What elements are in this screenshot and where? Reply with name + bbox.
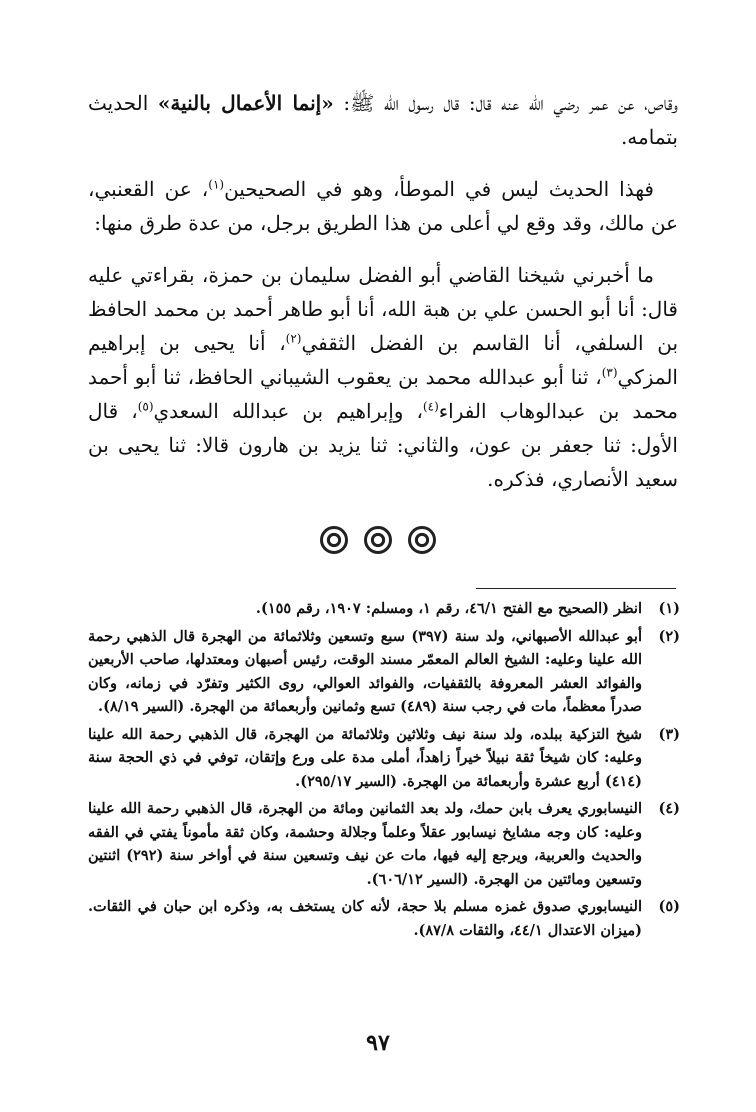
- ornament-icon: [408, 526, 436, 554]
- footnote-text: أبو عبدالله الأصبهاني، ولد سنة (٣٩٧) سبع وتسعين وثلاثمائة من الهجرة قال الذهبي رحمة الله علينا وعليه: الشيخ العالم المعمّر مسند الوقت، رئيس أصبهان ومعتدلها، صاحب الأربعين والفوائد العشر المعروفة بالثقفيات، والفوائد العوالي، روى الكثير وتفرّد في زمانه، وكان صدراً معظماً، مات في رجب سنة (٤٨٩) تسع وثمانين وأربعمائة من الهجرة. (السير ٨/١٩).: [88, 627, 642, 715]
- text-span: الحديث بتمامه.: [88, 91, 678, 149]
- footnote-text: النيسابوري صدوق غمزه مسلم بلا حجة، لأنه كان يستخف به، وذكره ابن حبان في الثقات. (ميزان الاعتدال ٤٤/١، والثقات ٨٧/٨).: [88, 898, 642, 939]
- page-number: ٩٧: [366, 1030, 390, 1056]
- paragraph-3: [88, 258, 678, 496]
- footnote-ref-3[interactable]: (٣): [601, 365, 618, 380]
- text-span: ، أنا يحيى بن إبراهيم المزكي: [88, 331, 678, 389]
- footnote-ref-4[interactable]: (٤): [422, 399, 439, 414]
- text-span: ، قال الأول: ثنا جعفر بن عون، والثاني: ثنا يزيد بن هارون قالا: ثنا يحيى بن سعيد الأنصاري، فذكره.: [88, 399, 678, 491]
- footnote-divider: [476, 588, 676, 589]
- footnotes: [88, 597, 680, 946]
- footnote-number: (٢): [658, 627, 680, 645]
- text-span: وقاص، عن عمر رضي الله عنه قال: قال رسول الله ﷺ:: [333, 91, 678, 115]
- footnote-text: شيخ التزكية ببلده، ولد سنة نيف وثلاثين وثلاثمائة من الهجرة، قال الذهبي رحمة الله علينا وعليه: كان شيخاً ثقة نبيلاً خيراً زاهداً، أملى مدة على ورع وإتقان، توفي في ذي الحجة سنة (٤١٤) أربع عشرة وأربعمائة من الهجرة. (السير ٢٩٥/١٧).: [88, 725, 642, 790]
- section-ornament: [0, 526, 756, 554]
- ornament-icon: [364, 526, 392, 554]
- footnote-ref-1[interactable]: (١): [208, 177, 225, 192]
- footnote: [88, 597, 680, 621]
- footnote: [88, 797, 680, 891]
- footnote: [88, 625, 680, 719]
- paragraph-1: [88, 86, 678, 154]
- text-span: ، وإبراهيم بن عبدالله السعدي: [153, 399, 423, 423]
- footnote: [88, 723, 680, 794]
- footnote: [88, 895, 680, 942]
- paragraph-2: [88, 172, 678, 240]
- footnote-ref-5[interactable]: (٥): [137, 399, 154, 414]
- footnote-ref-2[interactable]: (٢): [285, 331, 302, 346]
- ornament-icon: [320, 526, 348, 554]
- hadith-quote: «إنما الأعمال بالنية»: [157, 91, 334, 115]
- text-span: فهذا الحديث ليس في الموطأ، وهو في الصحيحين: [224, 177, 654, 201]
- footnote-number: (٥): [658, 898, 680, 915]
- footnote-text: انظر (الصحيح مع الفتح ٤٦/١، رقم ١، ومسلم: ١٩٠٧، رقم ١٥٥).: [255, 600, 642, 617]
- text-span: ، عن القعنبي، عن مالك، وقد وقع لي أعلى من هذا الطريق برجل، من عدة طرق منها:: [88, 177, 678, 235]
- main-text: [88, 86, 678, 496]
- text-span: ، ثنا أبو عبدالله محمد بن يعقوب الشيباني الحافظ، ثنا أبو أحمد محمد بن عبدالوهاب الفراء: [88, 365, 679, 423]
- footnote-text: النيسابوري يعرف بابن حمك، ولد بعد الثمانين ومائة من الهجرة، قال الذهبي رحمة الله علينا وعليه: كان وجه مشايخ نيسابور عقلاً وعلماً وجلالة وحشمة، وكان ثقة مأموناً يفتي في الفقه والحديث والعربية، ويرجع إليه فيها، مات عن نيف وتسعين سنة في أواخر سنة (٢٩٢) اثنتين وتسعين ومائتين من الهجرة. (السير ٦٠٦/١٢).: [88, 800, 643, 888]
- footnote-number: (١): [658, 600, 680, 617]
- text-span: ما أخبرني شيخنا القاضي أبو الفضل سليمان بن حمزة، بقراءتي عليه قال: أنا أبو الحسن علي بن هبة الله، أنا أبو طاهر أحمد بن محمد الحافظ بن السلفي، أنا القاسم بن الفضل الثقفي: [88, 263, 679, 355]
- footnote-number: (٣): [658, 725, 680, 743]
- footnote-number: (٤): [658, 800, 680, 817]
